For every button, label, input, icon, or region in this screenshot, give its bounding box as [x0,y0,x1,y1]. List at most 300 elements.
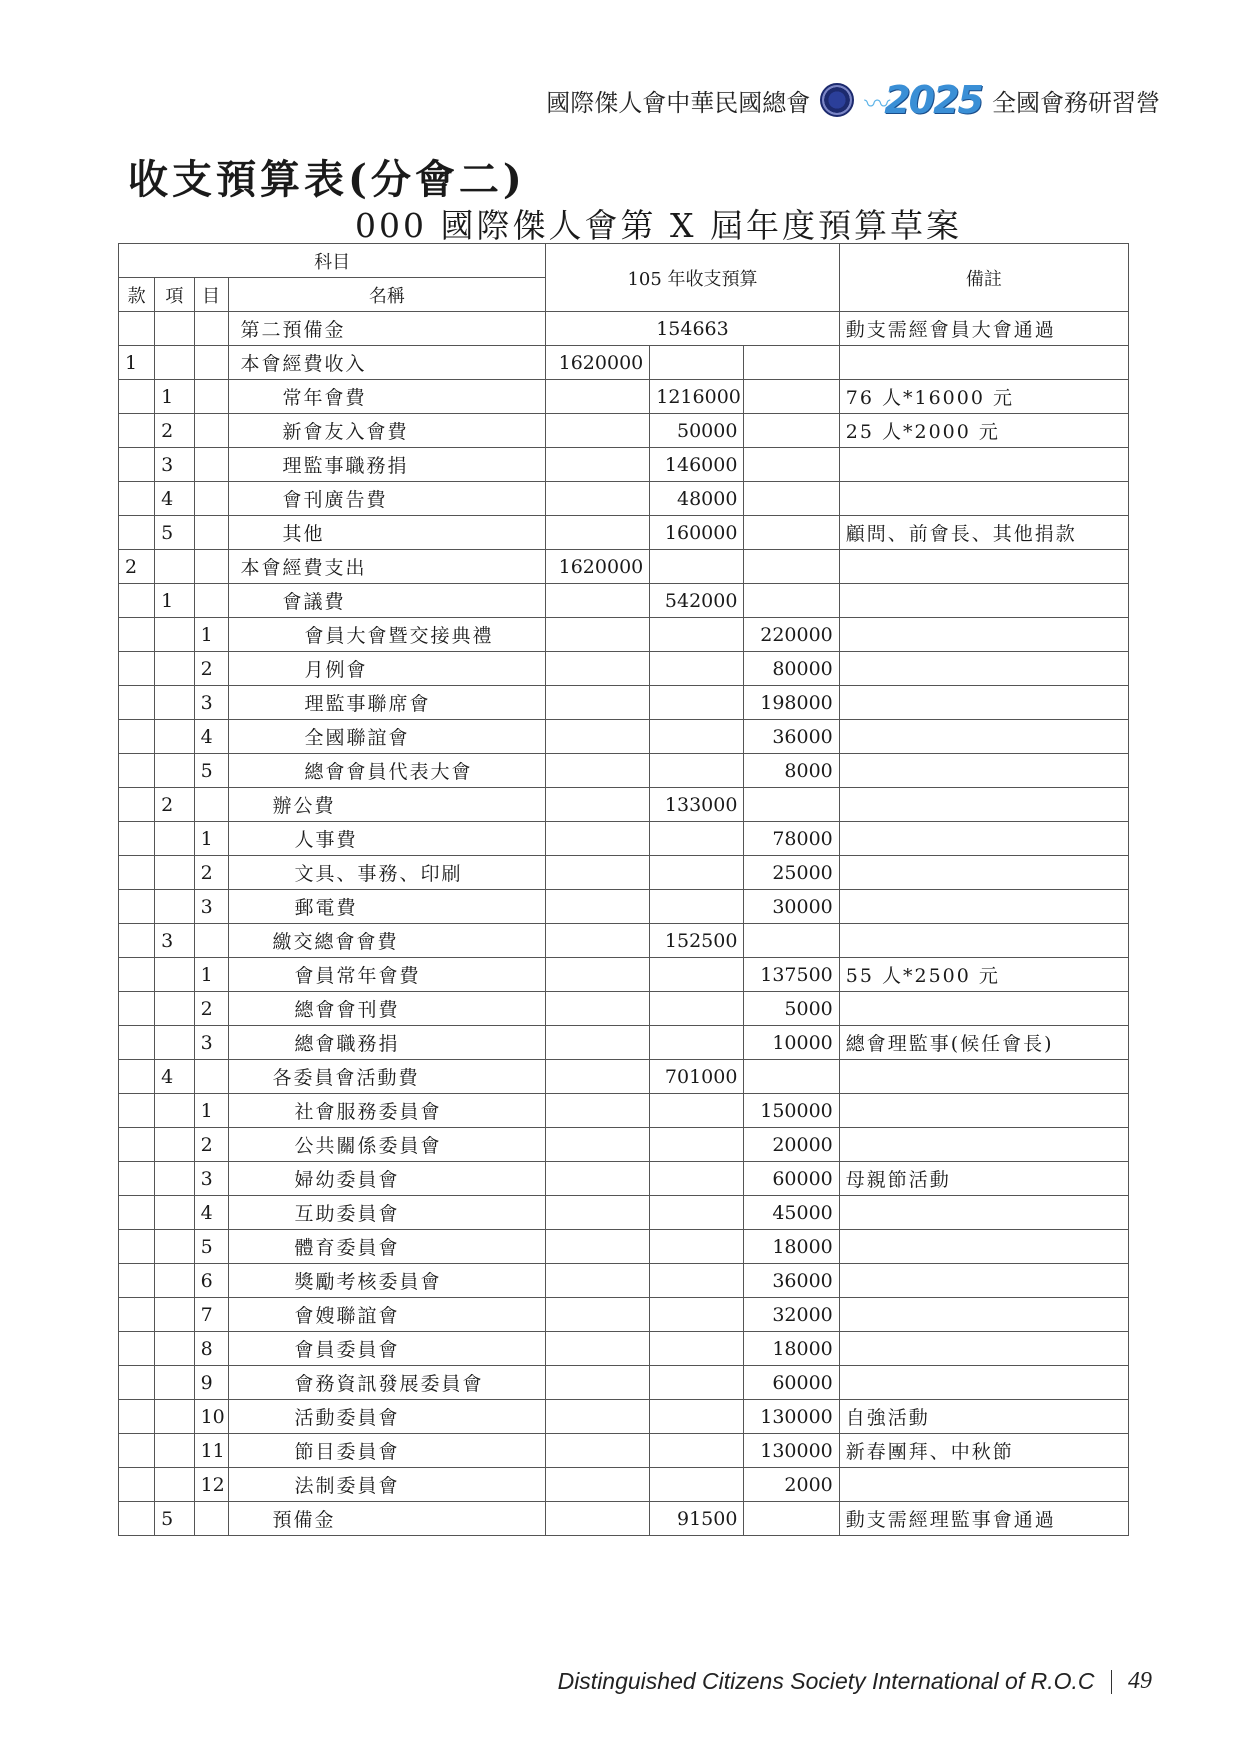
cell-xiang: 1 [155,584,194,618]
cell-note [839,856,1128,890]
header-name: 名稱 [228,278,546,312]
cell-note [839,652,1128,686]
cell-name: 人事費 [228,822,546,856]
cell-mu: 1 [194,822,228,856]
cell-name: 公共關係委員會 [228,1128,546,1162]
cell-budget-mu: 45000 [744,1196,839,1230]
cell-note [839,1128,1128,1162]
cell-budget-kuan [546,1298,650,1332]
table-row [119,1366,1129,1400]
cell-note [839,686,1128,720]
cell-kuan [119,380,155,414]
cell-name: 會員大會暨交接典禮 [228,618,546,652]
header-kuan: 款 [119,278,155,312]
page-footer [558,1668,1152,1695]
event-logo [864,78,982,122]
cell-xiang [155,686,194,720]
cell-name: 月例會 [228,652,546,686]
footer-divider [1111,1670,1113,1694]
table-row [119,516,1129,550]
cell-budget-mu [744,482,839,516]
cell-xiang [155,312,194,346]
cell-note [839,924,1128,958]
cell-xiang [155,1128,194,1162]
table-row [119,1162,1129,1196]
cell-kuan [119,312,155,346]
table-row [119,414,1129,448]
cell-kuan [119,482,155,516]
cell-budget-mu: 18000 [744,1230,839,1264]
cell-mu: 3 [194,1026,228,1060]
cell-kuan [119,414,155,448]
cell-mu: 12 [194,1468,228,1502]
cell-xiang [155,890,194,924]
table-row [119,312,1129,346]
cell-budget-xiang [650,992,744,1026]
table-row [119,720,1129,754]
cell-budget-mu: 60000 [744,1366,839,1400]
table-row [119,652,1129,686]
cell-budget-xiang [650,958,744,992]
cell-budget-merged: 154663 [546,312,840,346]
cell-xiang [155,1434,194,1468]
cell-note [839,1332,1128,1366]
cell-name: 新會友入會費 [228,414,546,448]
cell-budget-mu: 8000 [744,754,839,788]
cell-budget-xiang [650,1366,744,1400]
cell-budget-mu: 130000 [744,1400,839,1434]
cell-mu: 2 [194,652,228,686]
cell-budget-mu: 130000 [744,1434,839,1468]
cell-note [839,1060,1128,1094]
cell-mu [194,312,228,346]
cell-budget-mu: 10000 [744,1026,839,1060]
cell-kuan [119,890,155,924]
cell-xiang [155,720,194,754]
table-row [119,584,1129,618]
cell-note [839,1196,1128,1230]
cell-mu: 4 [194,720,228,754]
cell-xiang [155,754,194,788]
cell-kuan [119,1128,155,1162]
cell-kuan [119,924,155,958]
cell-kuan [119,448,155,482]
cell-budget-kuan [546,856,650,890]
cell-budget-xiang: 146000 [650,448,744,482]
cell-budget-mu [744,1060,839,1094]
cell-note [839,1298,1128,1332]
cell-name: 總會職務捐 [228,1026,546,1060]
cell-note [839,346,1128,380]
cell-kuan [119,618,155,652]
cell-name: 社會服務委員會 [228,1094,546,1128]
cell-name: 各委員會活動費 [228,1060,546,1094]
cell-budget-mu: 25000 [744,856,839,890]
header-org-name: 國際傑人會中華民國總會 [546,88,811,117]
cell-xiang: 3 [155,924,194,958]
cell-xiang: 1 [155,380,194,414]
cell-note [839,1366,1128,1400]
table-row [119,448,1129,482]
cell-kuan [119,856,155,890]
cell-mu: 3 [194,1162,228,1196]
cell-xiang [155,1026,194,1060]
page-header [546,78,1160,122]
cell-budget-kuan [546,822,650,856]
cell-mu: 3 [194,890,228,924]
cell-name: 獎勵考核委員會 [228,1264,546,1298]
header-mu: 目 [194,278,228,312]
table-row [119,1128,1129,1162]
cell-budget-xiang [650,890,744,924]
cell-budget-kuan [546,1264,650,1298]
footer-org-name: Distinguished Citizens Society International of R.O.C [557,1668,1095,1694]
cell-name: 本會經費收入 [228,346,546,380]
cell-budget-mu [744,346,839,380]
cell-budget-xiang [650,1196,744,1230]
cell-name: 繳交總會會費 [228,924,546,958]
cell-budget-kuan [546,1502,650,1536]
cell-budget-xiang [650,1468,744,1502]
cell-budget-mu [744,788,839,822]
cell-name: 體育委員會 [228,1230,546,1264]
cell-budget-mu [744,516,839,550]
cell-budget-xiang [650,346,744,380]
table-row [119,1026,1129,1060]
cell-xiang [155,1400,194,1434]
cell-note: 76 人*16000 元 [839,380,1128,414]
cell-name: 全國聯誼會 [228,720,546,754]
cell-note [839,754,1128,788]
cell-note [839,720,1128,754]
cell-kuan [119,1264,155,1298]
cell-budget-kuan [546,1026,650,1060]
cell-mu [194,448,228,482]
cell-budget-xiang: 48000 [650,482,744,516]
cell-budget-mu: 78000 [744,822,839,856]
table-row [119,1196,1129,1230]
cell-name: 理監事聯席會 [228,686,546,720]
cell-budget-xiang [650,1128,744,1162]
cell-budget-mu [744,1502,839,1536]
table-row [119,1094,1129,1128]
cell-budget-kuan [546,414,650,448]
cell-name: 郵電費 [228,890,546,924]
cell-budget-xiang [650,1298,744,1332]
cell-kuan: 2 [119,550,155,584]
cell-note: 動支需經理監事會通過 [839,1502,1128,1536]
cell-budget-xiang [650,1162,744,1196]
cell-budget-kuan: 1620000 [546,550,650,584]
cell-mu [194,584,228,618]
cell-note [839,1468,1128,1502]
cell-kuan [119,720,155,754]
cell-kuan [119,754,155,788]
cell-mu [194,1502,228,1536]
cell-xiang [155,1094,194,1128]
cell-xiang [155,1230,194,1264]
table-row [119,1400,1129,1434]
cell-budget-kuan [546,924,650,958]
cell-kuan [119,1434,155,1468]
cell-xiang [155,1332,194,1366]
cell-budget-xiang: 701000 [650,1060,744,1094]
cell-budget-kuan [546,584,650,618]
cell-budget-kuan [546,652,650,686]
cell-budget-xiang: 1216000 [650,380,744,414]
cell-budget-xiang: 91500 [650,1502,744,1536]
cell-budget-kuan [546,958,650,992]
cell-budget-xiang [650,1094,744,1128]
cell-xiang: 2 [155,788,194,822]
cell-budget-mu: 18000 [744,1332,839,1366]
cell-budget-mu: 137500 [744,958,839,992]
cell-name: 會嫂聯誼會 [228,1298,546,1332]
table-row [119,346,1129,380]
cell-budget-xiang [650,652,744,686]
table-row [119,380,1129,414]
cell-kuan [119,788,155,822]
cell-budget-kuan [546,788,650,822]
cell-name: 會刊廣告費 [228,482,546,516]
cell-budget-kuan [546,1468,650,1502]
cell-budget-kuan [546,1060,650,1094]
cell-xiang [155,822,194,856]
cell-budget-kuan [546,516,650,550]
cell-budget-kuan [546,1400,650,1434]
cell-budget-kuan [546,1162,650,1196]
page-title: 收支預算表(分會二) [128,156,526,203]
cell-mu: 1 [194,1094,228,1128]
cell-budget-xiang [650,1332,744,1366]
cell-mu: 2 [194,856,228,890]
cell-kuan [119,1298,155,1332]
cell-name: 節目委員會 [228,1434,546,1468]
cell-xiang [155,992,194,1026]
cell-kuan [119,516,155,550]
cell-xiang: 5 [155,516,194,550]
cell-xiang [155,652,194,686]
table-row [119,1298,1129,1332]
cell-budget-xiang [650,856,744,890]
cell-mu [194,516,228,550]
cell-budget-xiang [650,822,744,856]
cell-budget-xiang [650,550,744,584]
cell-kuan [119,1060,155,1094]
cell-mu: 3 [194,686,228,720]
cell-budget-mu: 150000 [744,1094,839,1128]
cell-name: 法制委員會 [228,1468,546,1502]
cell-budget-kuan [546,1366,650,1400]
cell-xiang [155,856,194,890]
cell-budget-mu: 36000 [744,1264,839,1298]
cell-kuan [119,1230,155,1264]
cell-note [839,550,1128,584]
table-row [119,482,1129,516]
cell-budget-kuan [546,1332,650,1366]
cell-note [839,788,1128,822]
cell-budget-mu: 198000 [744,686,839,720]
cell-budget-mu: 2000 [744,1468,839,1502]
cell-mu: 5 [194,1230,228,1264]
cell-budget-kuan [546,1434,650,1468]
cell-kuan [119,584,155,618]
table-row [119,1230,1129,1264]
cell-name: 活動委員會 [228,1400,546,1434]
cell-kuan [119,1400,155,1434]
cell-note: 顧問、前會長、其他捐款 [839,516,1128,550]
table-row [119,618,1129,652]
cell-xiang [155,1264,194,1298]
cell-budget-kuan [546,1094,650,1128]
cell-mu [194,380,228,414]
cell-budget-mu [744,414,839,448]
cell-name: 辦公費 [228,788,546,822]
cell-mu [194,788,228,822]
cell-budget-xiang [650,1230,744,1264]
table-row [119,1468,1129,1502]
header-event-name: 全國會務研習營 [992,88,1160,117]
cell-budget-mu: 36000 [744,720,839,754]
cell-budget-xiang [650,1026,744,1060]
cell-name: 預備金 [228,1502,546,1536]
cell-note [839,1094,1128,1128]
cell-xiang [155,1162,194,1196]
cell-mu [194,414,228,448]
cell-budget-kuan [546,482,650,516]
table-row [119,1264,1129,1298]
cell-budget-xiang [650,618,744,652]
cell-budget-kuan [546,890,650,924]
cell-kuan [119,1026,155,1060]
cell-mu: 8 [194,1332,228,1366]
cell-name: 會員常年會費 [228,958,546,992]
cell-mu: 10 [194,1400,228,1434]
cell-xiang [155,1298,194,1332]
header-budget: 105 年收支預算 [546,244,840,312]
cell-name: 總會會刊費 [228,992,546,1026]
cell-mu: 1 [194,958,228,992]
cell-kuan [119,652,155,686]
cell-xiang [155,1196,194,1230]
table-row [119,1060,1129,1094]
cell-mu [194,550,228,584]
cell-budget-mu: 32000 [744,1298,839,1332]
cell-budget-kuan [546,1128,650,1162]
cell-name: 其他 [228,516,546,550]
cell-xiang: 2 [155,414,194,448]
cell-kuan [119,992,155,1026]
cell-xiang [155,1468,194,1502]
cell-mu: 7 [194,1298,228,1332]
cell-mu: 9 [194,1366,228,1400]
cell-name: 會議費 [228,584,546,618]
cell-mu: 11 [194,1434,228,1468]
cell-budget-xiang: 50000 [650,414,744,448]
cell-note [839,448,1128,482]
cell-note: 新春團拜、中秋節 [839,1434,1128,1468]
cell-xiang [155,346,194,380]
cell-budget-kuan [546,1230,650,1264]
cell-note [839,482,1128,516]
cell-budget-kuan [546,992,650,1026]
cell-budget-mu: 60000 [744,1162,839,1196]
cell-budget-mu [744,584,839,618]
cell-note: 自強活動 [839,1400,1128,1434]
cell-name: 會員委員會 [228,1332,546,1366]
cell-budget-mu: 80000 [744,652,839,686]
cell-budget-xiang [650,720,744,754]
cell-budget-kuan [546,720,650,754]
cell-budget-xiang: 152500 [650,924,744,958]
cell-note: 55 人*2500 元 [839,958,1128,992]
cell-budget-kuan [546,754,650,788]
table-row [119,822,1129,856]
cell-budget-xiang [650,1400,744,1434]
cell-kuan [119,1332,155,1366]
table-row [119,992,1129,1026]
cell-mu: 1 [194,618,228,652]
cell-budget-kuan [546,686,650,720]
cell-note [839,618,1128,652]
cell-note [839,890,1128,924]
cell-note [839,1230,1128,1264]
cell-note: 動支需經會員大會通過 [839,312,1128,346]
cell-budget-xiang [650,1264,744,1298]
cell-budget-xiang: 133000 [650,788,744,822]
cell-kuan: 1 [119,346,155,380]
cell-kuan [119,822,155,856]
year-logo: 2025 [884,78,982,122]
header-subject: 科目 [119,244,546,278]
cell-note [839,584,1128,618]
cell-budget-xiang [650,754,744,788]
cell-budget-mu [744,924,839,958]
cell-budget-mu: 220000 [744,618,839,652]
cell-kuan [119,1366,155,1400]
cell-mu: 5 [194,754,228,788]
cell-budget-mu [744,380,839,414]
cell-budget-mu: 20000 [744,1128,839,1162]
cell-name: 會務資訊發展委員會 [228,1366,546,1400]
header-xiang: 項 [155,278,194,312]
cell-budget-kuan [546,1196,650,1230]
cell-name: 第二預備金 [228,312,546,346]
cell-note: 總會理監事(候任會長) [839,1026,1128,1060]
table-row [119,1502,1129,1536]
wave-icon: 〰 [864,90,891,120]
cell-budget-kuan [546,380,650,414]
table-row [119,924,1129,958]
table-row [119,1434,1129,1468]
header-note: 備註 [839,244,1128,312]
table-row [119,686,1129,720]
table-row [119,754,1129,788]
table-row [119,890,1129,924]
table-row [119,856,1129,890]
cell-xiang: 5 [155,1502,194,1536]
cell-xiang: 4 [155,1060,194,1094]
page-number: 49 [1128,1668,1152,1694]
cell-note: 25 人*2000 元 [839,414,1128,448]
cell-budget-kuan [546,618,650,652]
cell-name: 總會會員代表大會 [228,754,546,788]
cell-name: 婦幼委員會 [228,1162,546,1196]
cell-name: 文具、事務、印刷 [228,856,546,890]
table-row [119,788,1129,822]
cell-budget-xiang [650,686,744,720]
cell-kuan [119,1196,155,1230]
